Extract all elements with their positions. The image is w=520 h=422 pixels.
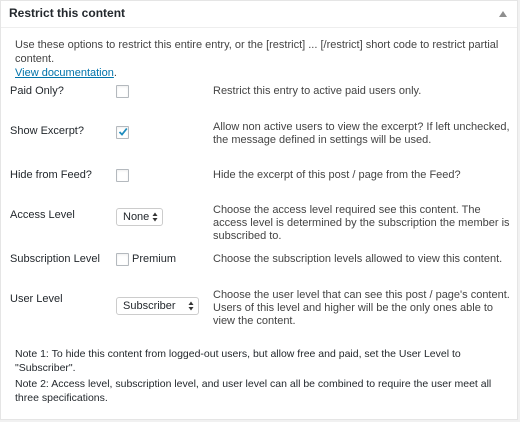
show-excerpt-description: Allow non active users to view the excerpt? If left unchecked, the message defined in settings will be used. xyxy=(213,121,510,146)
intro-period: . xyxy=(113,67,117,79)
select-arrows-icon xyxy=(152,212,158,225)
subscription-level-description: Choose the subscription levels allowed to view this content. xyxy=(213,253,503,265)
access-level-label: Access Level xyxy=(10,209,75,221)
select-arrows-icon xyxy=(188,301,194,314)
user-level-label: User Level xyxy=(10,293,63,305)
intro-description: Use these options to restrict this entire entry, or the [restrict] ... [/restrict] short code to restrict partial content. xyxy=(15,39,499,65)
checkmark-icon xyxy=(118,127,128,137)
note-1: Note 1: To hide this content from logged-out users, but allow free and paid, set the User Level to "Subscriber". xyxy=(15,348,461,374)
show-excerpt-checkbox[interactable] xyxy=(116,126,129,139)
triangle-up-icon[interactable] xyxy=(498,9,508,19)
hide-from-feed-checkbox[interactable] xyxy=(116,169,129,182)
user-level-description: Choose the user level that can see this post / page's content. Users of this level and higher will be the only ones able to view the content. xyxy=(213,289,510,327)
note-2: Note 2: Access level, subscription level, and user level can all be combined to require the user meet all three specifications. xyxy=(15,378,492,404)
access-level-value: None xyxy=(123,211,150,223)
premium-checkbox[interactable] xyxy=(116,253,129,266)
access-level-description: Choose the access level required see this content. The access level is determined by the subscription the member is subscribed to. xyxy=(213,204,510,242)
metabox-title: Restrict this content xyxy=(9,6,126,20)
paid-only-description: Restrict this entry to active paid users only. xyxy=(213,85,422,97)
metabox-header[interactable] xyxy=(1,1,517,28)
paid-only-checkbox[interactable] xyxy=(116,85,129,98)
view-documentation-link[interactable]: View documentation xyxy=(15,67,114,79)
subscription-level-label: Subscription Level xyxy=(10,253,100,265)
paid-only-label: Paid Only? xyxy=(10,85,64,97)
access-level-select[interactable] xyxy=(116,208,163,226)
show-excerpt-label: Show Excerpt? xyxy=(10,125,84,137)
premium-label[interactable]: Premium xyxy=(132,253,177,265)
intro-text xyxy=(15,38,511,80)
hide-from-feed-description: Hide the excerpt of this post / page from the Feed? xyxy=(213,169,461,181)
hide-from-feed-label: Hide from Feed? xyxy=(10,169,92,181)
user-level-select[interactable] xyxy=(116,297,199,315)
user-level-value: Subscriber xyxy=(123,300,176,312)
